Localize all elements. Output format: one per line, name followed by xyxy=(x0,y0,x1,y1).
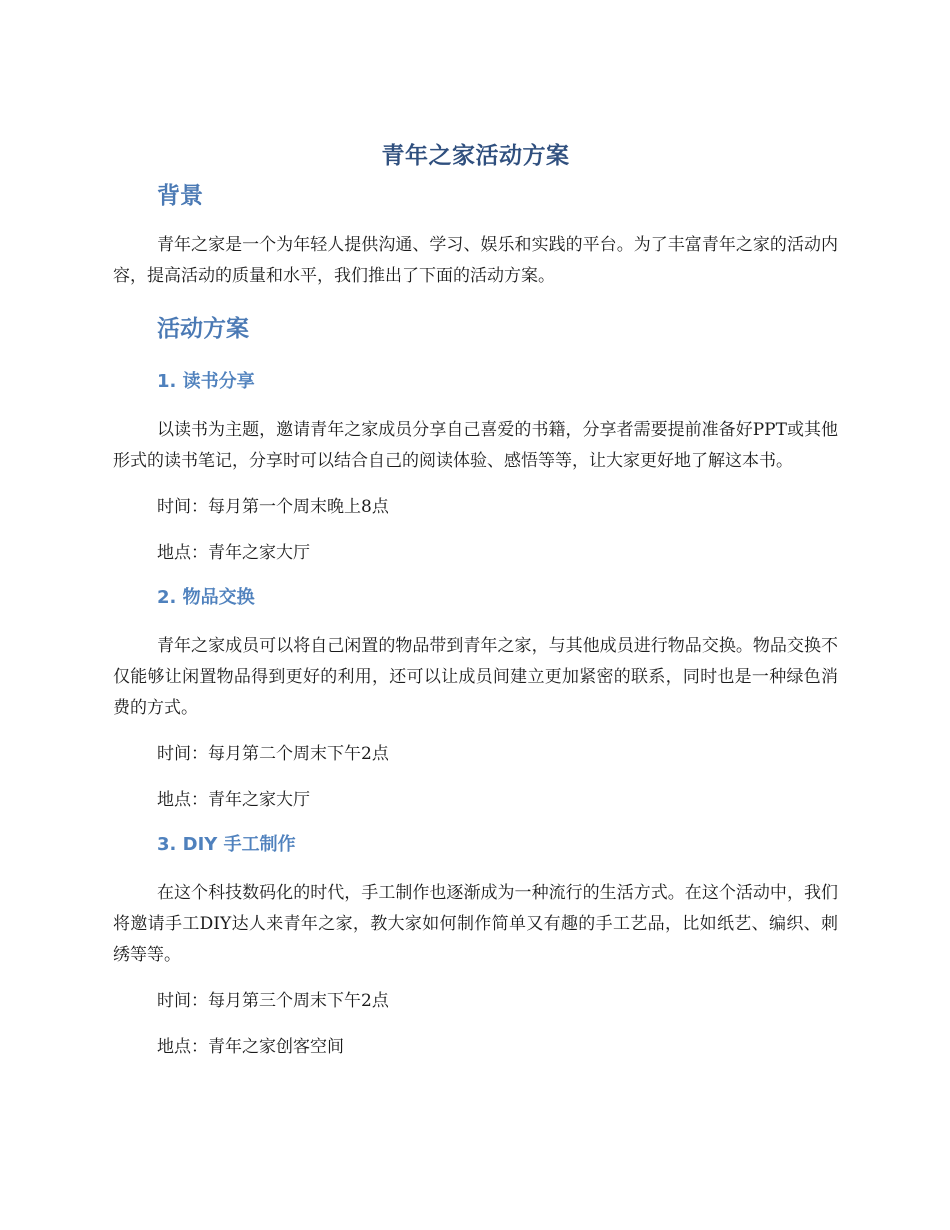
paragraph-background: 青年之家是一个为年轻人提供沟通、学习、娱乐和实践的平台。为了丰富青年之家的活动内容，提高活动的质量和水平，我们推出了下面的活动方案。 xyxy=(113,235,838,286)
section-heading-exchange: 2. 物品交换 xyxy=(157,587,255,608)
document-title: 青年之家活动方案 xyxy=(381,143,570,169)
section-time-diy: 时间：每月第三个周末下午2点 xyxy=(157,991,389,1011)
section-place-diy: 地点：青年之家创客空间 xyxy=(157,1037,344,1057)
section-paragraph-diy: 在这个科技数码化的时代，手工制作也逐渐成为一种流行的生活方式。在这个活动中，我们将邀请手工DIY达人来青年之家，教大家如何制作简单又有趣的手工艺品，比如纸艺、编织、刺绣等等。 xyxy=(113,883,838,965)
section-heading-reading: 1. 读书分享 xyxy=(157,371,255,392)
section-time-exchange: 时间：每月第二个周末下午2点 xyxy=(157,744,389,764)
section-paragraph-exchange: 青年之家成员可以将自己闲置的物品带到青年之家，与其他成员进行物品交换。物品交换不仅能够让闲置物品得到更好的利用，还可以让成员间建立更加紧密的联系，同时也是一种绿色消费的方式。 xyxy=(113,636,838,718)
section-paragraph-reading: 以读书为主题，邀请青年之家成员分享自己喜爱的书籍，分享者需要提前准备好PPT或其他形式的读书笔记，分享时可以结合自己的阅读体验、感悟等等，让大家更好地了解这本书。 xyxy=(113,420,838,471)
section-place-reading: 地点：青年之家大厅 xyxy=(157,543,310,563)
section-heading-diy: 3. DIY 手工制作 xyxy=(157,834,296,855)
heading-background: 背景 xyxy=(157,183,203,209)
section-time-reading: 时间：每月第一个周末晚上8点 xyxy=(157,497,389,517)
section-place-exchange: 地点：青年之家大厅 xyxy=(157,790,310,810)
heading-activity-plan: 活动方案 xyxy=(157,316,249,342)
document-content xyxy=(113,140,838,1063)
